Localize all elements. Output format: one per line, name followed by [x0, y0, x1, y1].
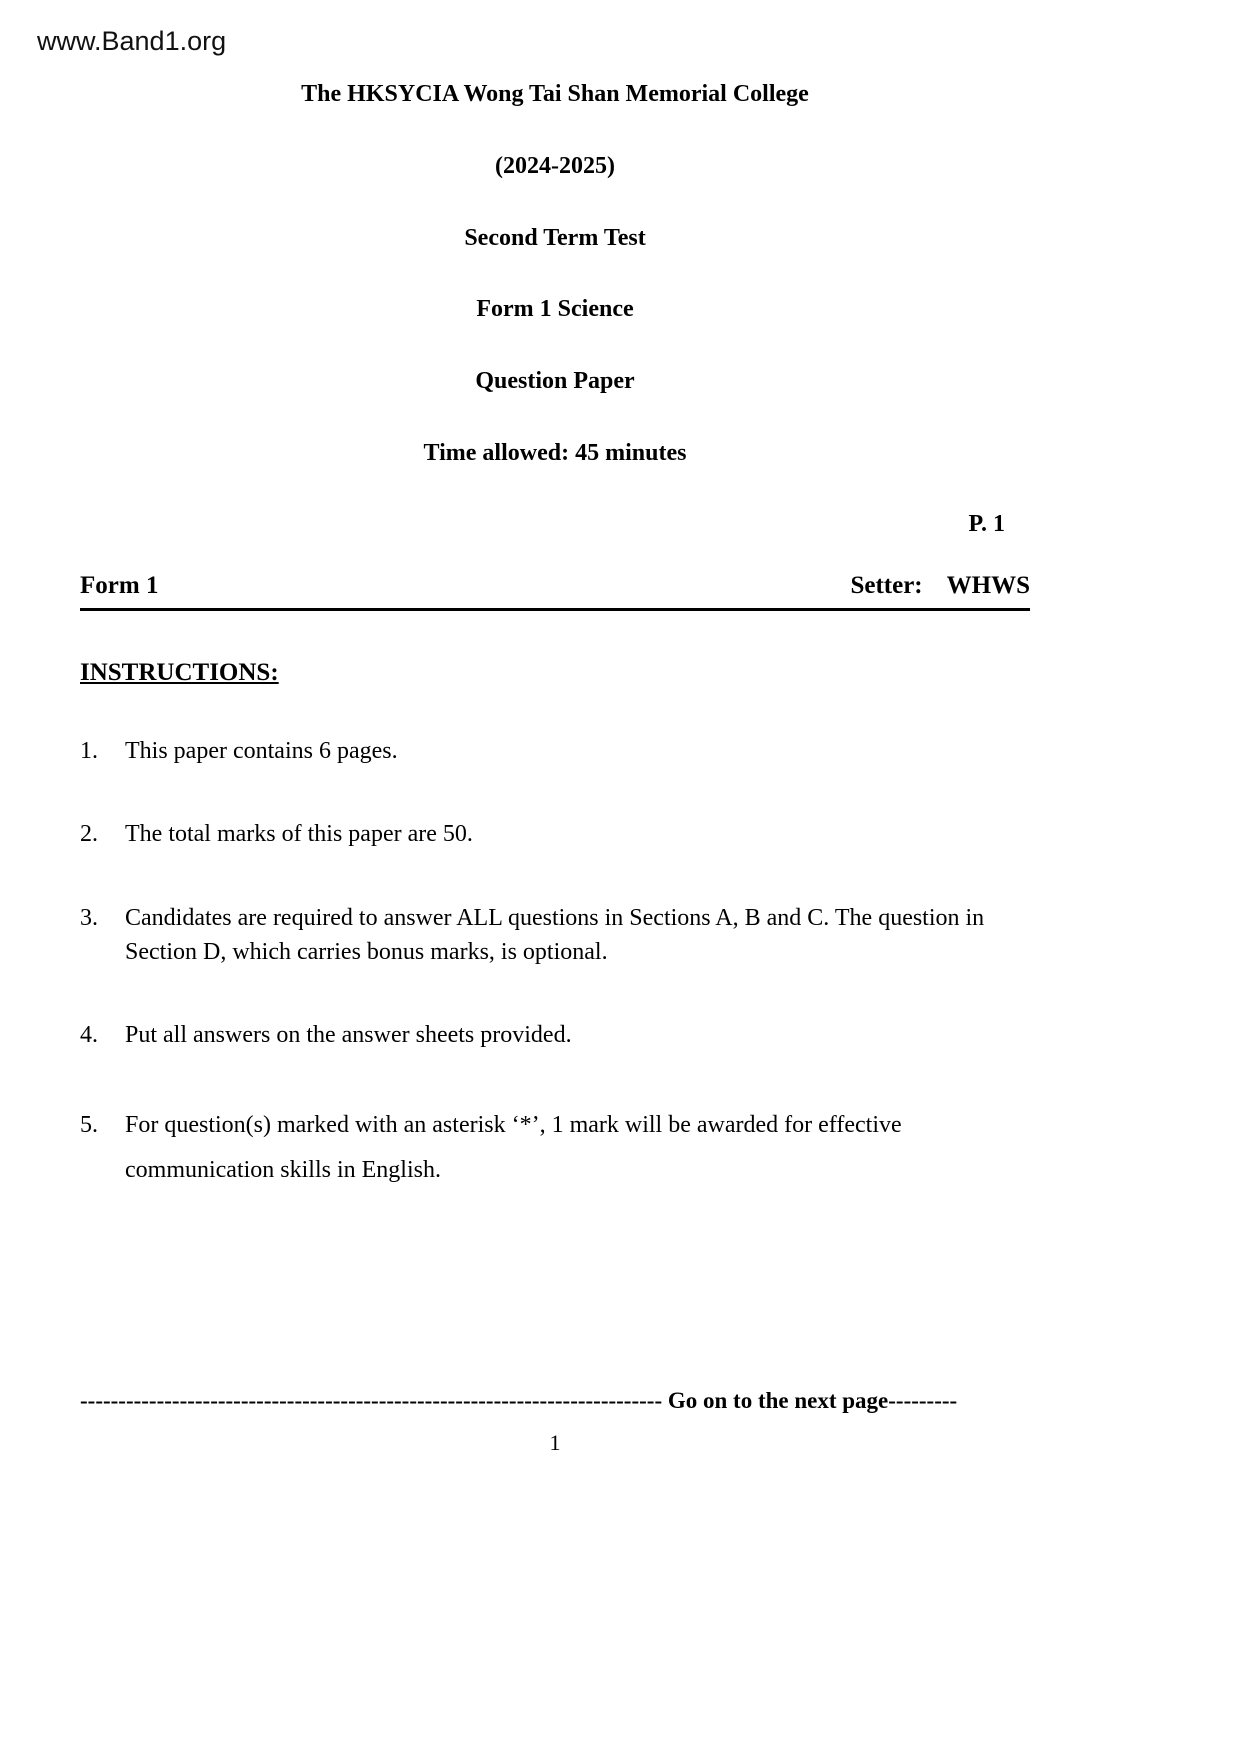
form-label: Form 1: [80, 571, 159, 599]
instruction-number: 2.: [80, 821, 98, 848]
page-number: 1: [549, 1430, 561, 1455]
instruction-text: This paper contains 6 pages.: [125, 737, 398, 764]
instruction-text: Candidates are required to answer ALL questions in Sections A, B and C. The question in Section D, which carries bonus marks, is optional.: [125, 904, 985, 965]
instruction-text: Put all answers on the answer sheets provided.: [125, 1022, 572, 1049]
form-setter-row: [80, 572, 1030, 611]
term-title: Second Term Test: [464, 224, 646, 251]
academic-year: (2024-2025): [495, 152, 615, 179]
instruction-list: [80, 735, 1030, 1194]
document-content: [80, 80, 1030, 1244]
instruction-item: [80, 1103, 1030, 1194]
time-allowed: Time allowed: 45 minutes: [423, 439, 687, 466]
instructions-heading: INSTRUCTIONS:: [80, 658, 279, 686]
instruction-number: 5.: [80, 1111, 98, 1138]
instruction-item: [80, 818, 1030, 852]
college-title: The HKSYCIA Wong Tai Shan Memorial College: [301, 81, 809, 107]
instruction-item: [80, 902, 1030, 969]
go-to-next-page-line: ---------------------------------------------------------------------------- Go on to the next page---------: [80, 1388, 958, 1413]
setter-group: [850, 572, 1030, 600]
watermark: www.Band1.org: [37, 26, 227, 56]
instruction-number: 4.: [80, 1022, 98, 1049]
instruction-text: The total marks of this paper are 50.: [125, 821, 473, 848]
setter-value: WHWS: [946, 571, 1030, 599]
instruction-text: For question(s) marked with an asterisk ‘*’, 1 mark will be awarded for effective communication skills in English.: [125, 1111, 902, 1184]
setter-label: Setter:: [850, 571, 923, 599]
instruction-number: 1.: [80, 737, 98, 764]
instruction-item: [80, 1019, 1030, 1053]
paper-type: Question Paper: [475, 368, 635, 395]
instruction-number: 3.: [80, 904, 98, 931]
subject-title: Form 1 Science: [476, 296, 634, 323]
page-label: P. 1: [968, 510, 1005, 537]
instruction-item: [80, 735, 1030, 769]
